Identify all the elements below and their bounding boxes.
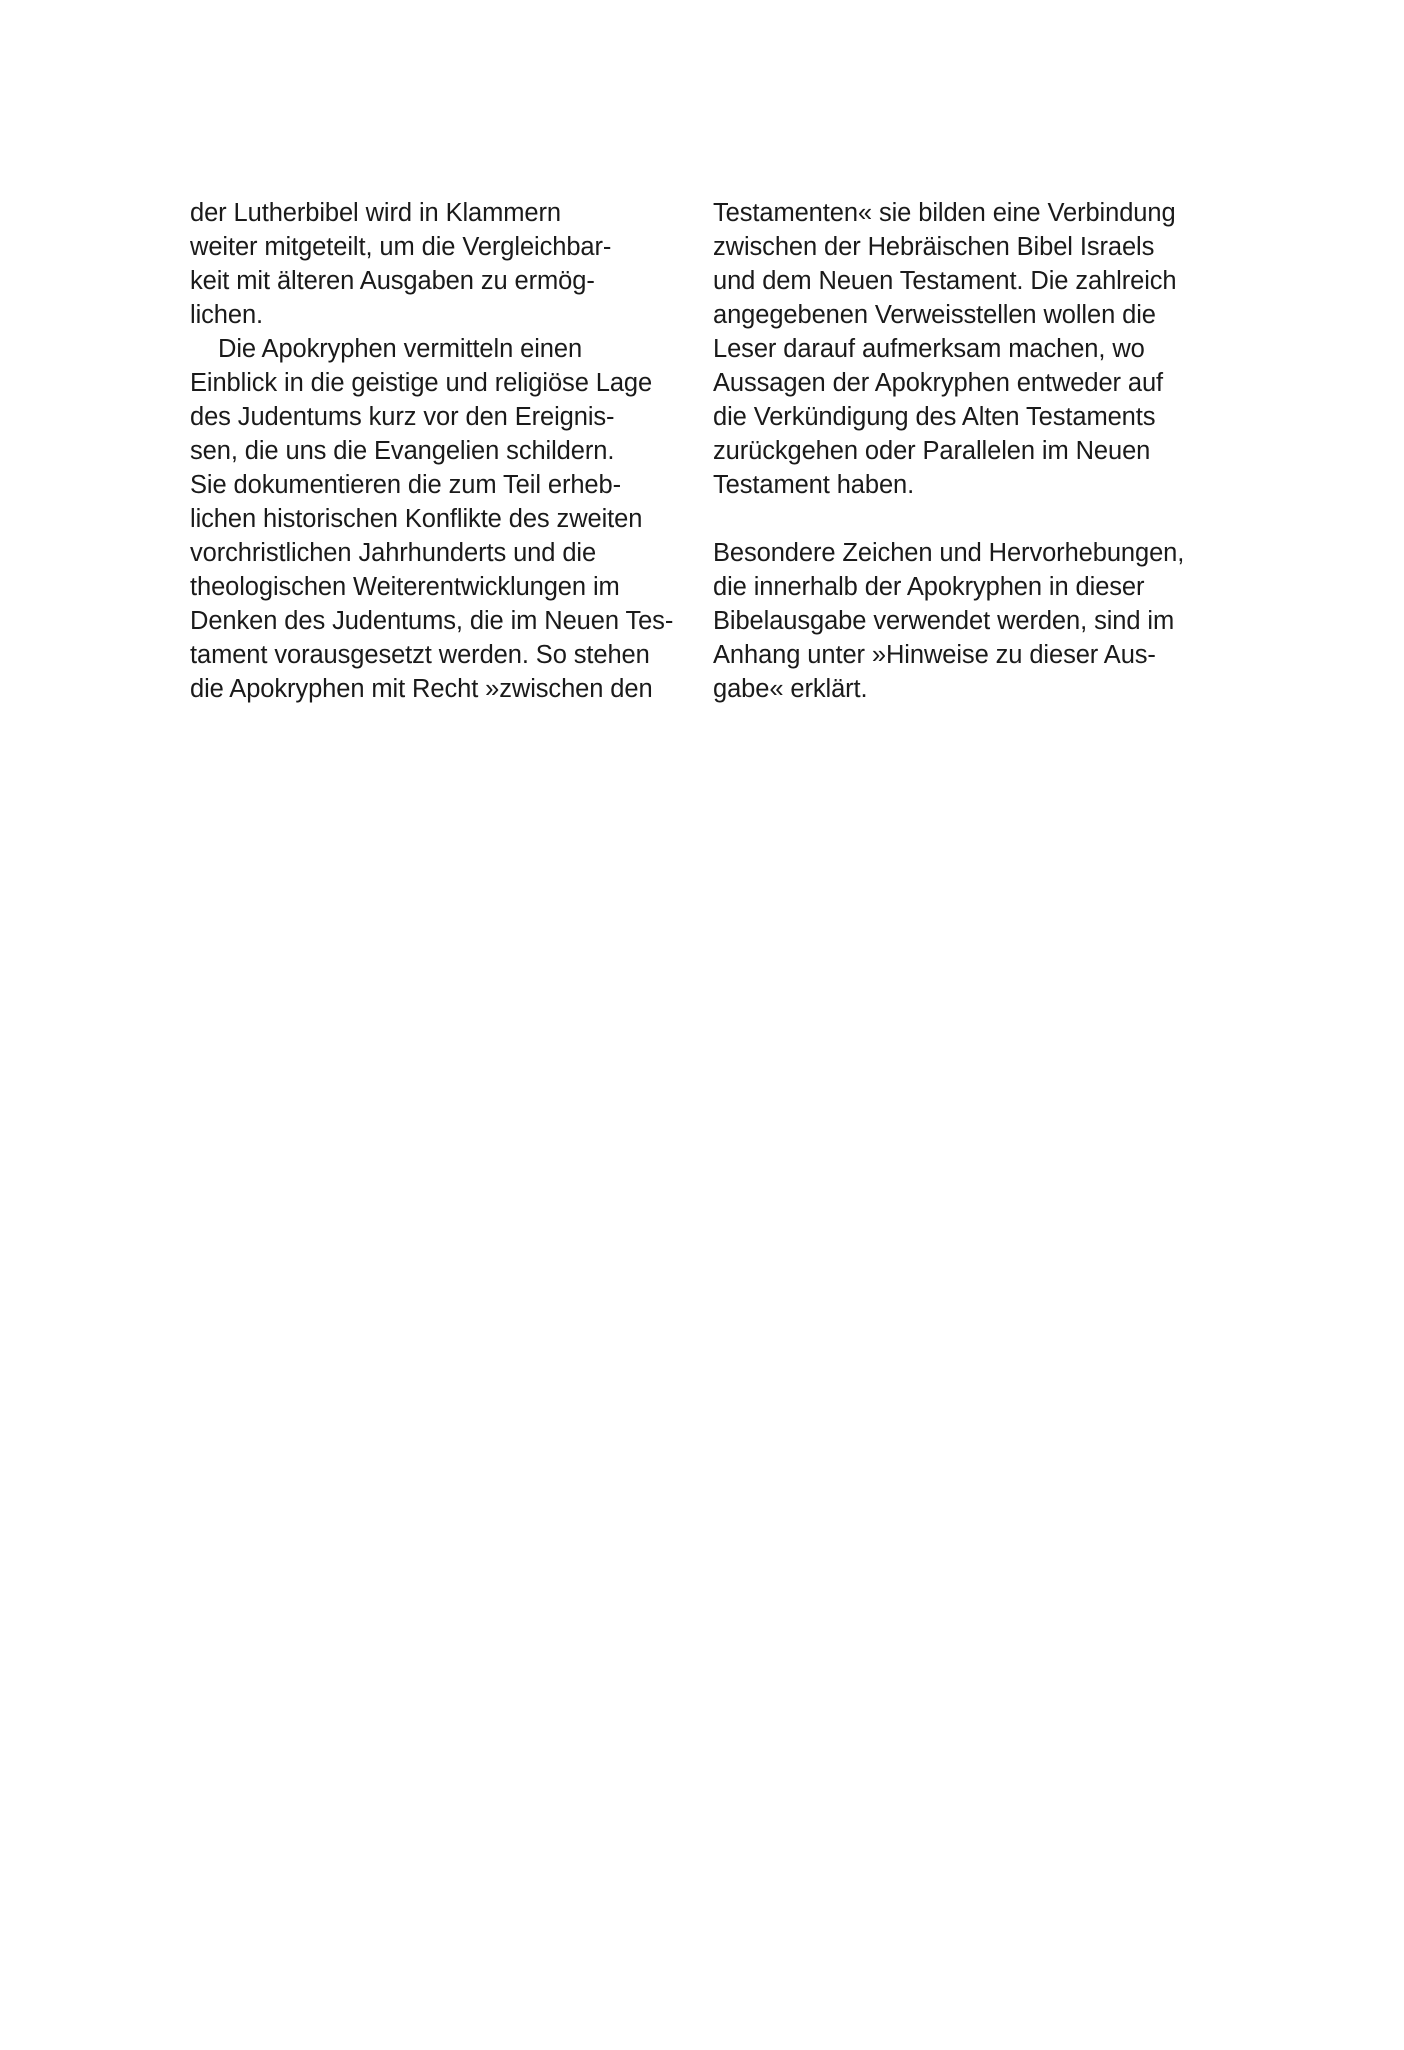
text-line: der Lutherbibel wird in Klammern bbox=[190, 199, 561, 227]
text-line: weiter mitgeteilt, um die Vergleichbar- bbox=[190, 233, 612, 261]
paragraph-first-line: Die Apokryphen vermitteln einen bbox=[218, 335, 583, 363]
text-line: sen, die uns die Evangelien schildern. bbox=[190, 437, 615, 465]
text-line: und dem Neuen Testament. Die zahlreich bbox=[713, 267, 1177, 295]
left-text-column bbox=[190, 196, 710, 706]
text-line: Testament haben. bbox=[713, 471, 915, 499]
text-line: die Apokryphen mit Recht »zwischen den bbox=[190, 675, 653, 703]
text-line: theologischen Weiterentwicklungen im bbox=[190, 573, 620, 601]
paragraph bbox=[713, 196, 1233, 502]
text-line: Einblick in die geistige und religiöse Lage bbox=[190, 369, 653, 397]
text-line: Besondere Zeichen und Hervorhebungen, bbox=[713, 539, 1185, 567]
text-line: zurückgehen oder Parallelen im Neuen bbox=[713, 437, 1151, 465]
text-line: angegebenen Verweisstellen wollen die bbox=[713, 301, 1156, 329]
text-line: des Judentums kurz vor den Ereignis- bbox=[190, 403, 615, 431]
right-text-column bbox=[713, 196, 1233, 706]
text-line: die Verkündigung des Alten Testaments bbox=[713, 403, 1156, 431]
text-line: gabe« erklärt. bbox=[713, 675, 868, 703]
text-line: Denken des Judentums, die im Neuen Tes- bbox=[190, 607, 674, 635]
text-line: Aussagen der Apokryphen entweder auf bbox=[713, 369, 1164, 397]
paragraph bbox=[713, 536, 1233, 706]
text-line: lichen. bbox=[190, 301, 264, 329]
text-line: Leser darauf aufmerksam machen, wo bbox=[713, 335, 1145, 363]
text-line: Bibelausgabe verwendet werden, sind im bbox=[713, 607, 1175, 635]
text-line: Sie dokumentieren die zum Teil erheb- bbox=[190, 471, 621, 499]
text-line: lichen historischen Konflikte des zweiten bbox=[190, 505, 643, 533]
text-line: vorchristlichen Jahrhunderts und die bbox=[190, 539, 597, 567]
text-line: Testamenten« sie bilden eine Verbindung bbox=[713, 199, 1176, 227]
text-line: die innerhalb der Apokryphen in dieser bbox=[713, 573, 1145, 601]
text-line: Anhang unter »Hinweise zu dieser Aus- bbox=[713, 641, 1156, 669]
text-line: zwischen der Hebräischen Bibel Israels bbox=[713, 233, 1155, 261]
paragraph-spacer bbox=[713, 502, 1233, 536]
text-line: keit mit älteren Ausgaben zu ermög- bbox=[190, 267, 595, 295]
text-line: tament vorausgesetzt werden. So stehen bbox=[190, 641, 650, 669]
